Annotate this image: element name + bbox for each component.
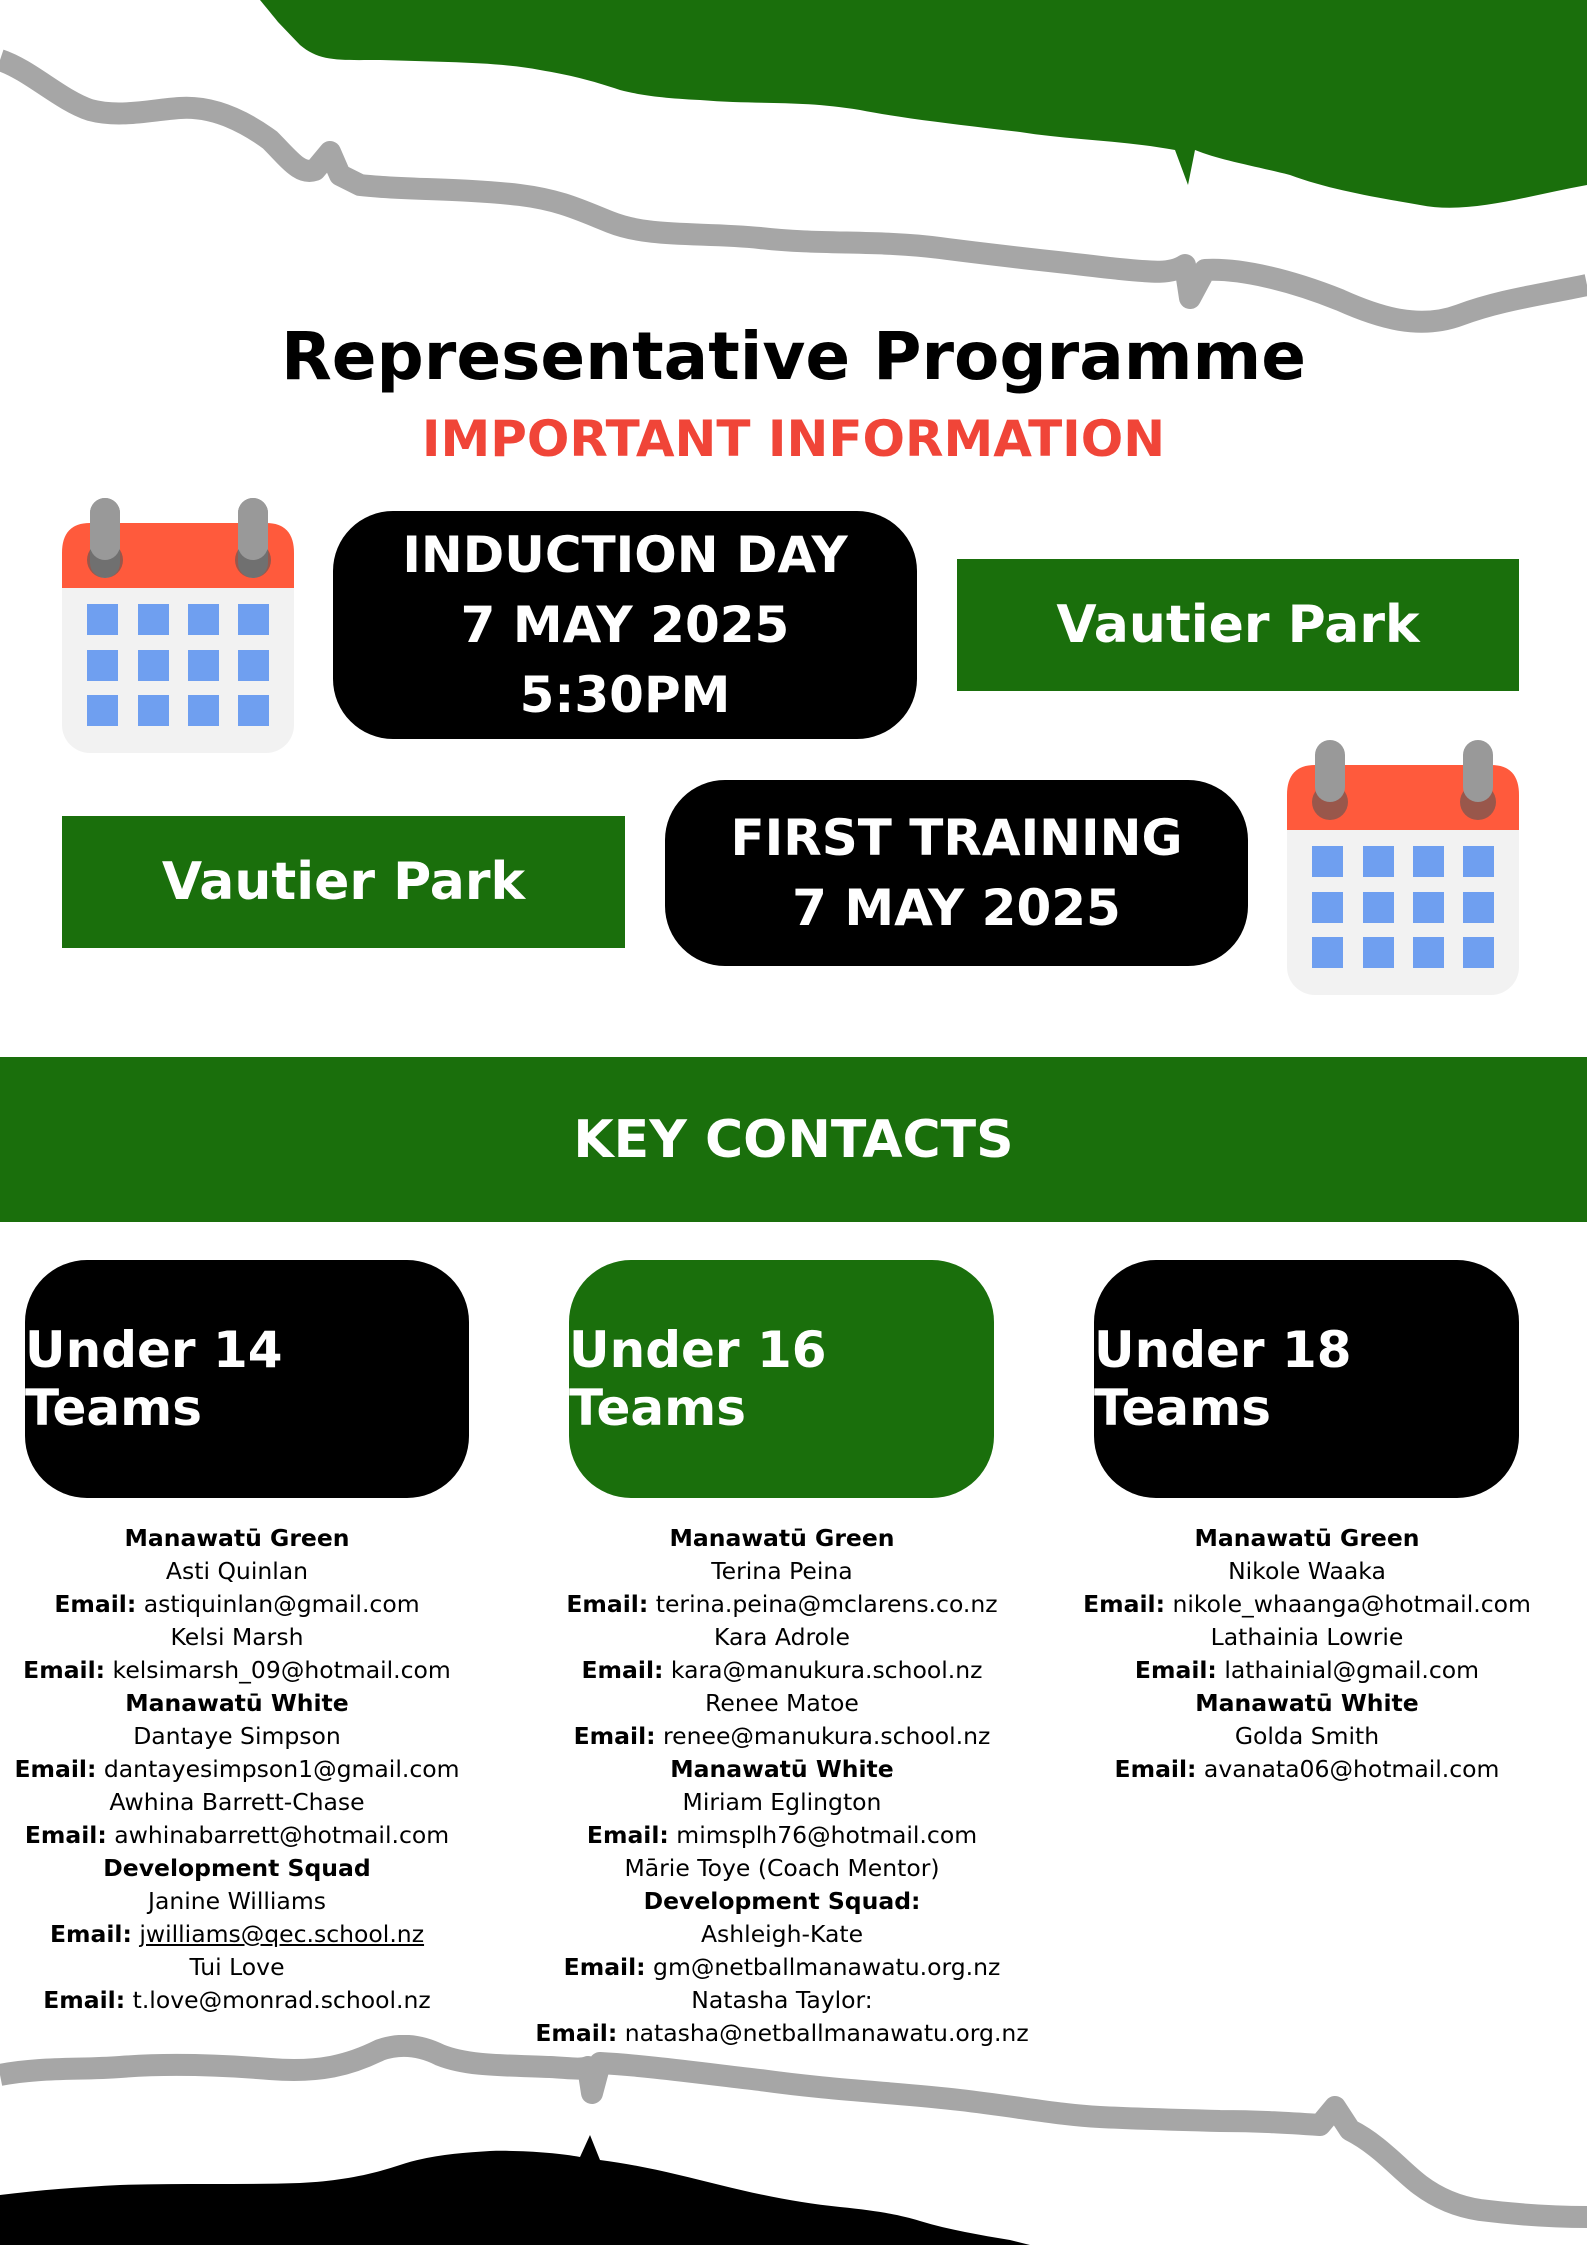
induction-title: INDUCTION DAY — [402, 526, 848, 584]
contact-email-row — [532, 1819, 1032, 1852]
training-venue-box — [62, 816, 625, 948]
induction-date: 7 MAY 2025 — [460, 596, 790, 654]
email-label: Email: — [563, 1953, 646, 1981]
email-label: Email: — [23, 1656, 106, 1684]
contact-email-row — [0, 1753, 474, 1786]
team-under-16-badge — [569, 1260, 994, 1498]
team-under-18-badge — [1094, 1260, 1519, 1498]
contact-name: Ashleigh-Kate — [700, 1920, 864, 1948]
contact-name: Awhina Barrett-Chase — [109, 1788, 365, 1816]
contact-name: Golda Smith — [1234, 1722, 1380, 1750]
contact-name: Kara Adrole — [713, 1623, 851, 1651]
contact-email-row — [1057, 1654, 1557, 1687]
email-label: Email: — [49, 1920, 132, 1948]
email-label: Email: — [1114, 1755, 1197, 1783]
contact-email[interactable]: jwilliams@qec.school.nz — [139, 1920, 425, 1948]
contact-email: terina.peina@mclarens.co.nz — [655, 1590, 998, 1618]
team-under-14-badge — [25, 1260, 469, 1498]
contact-name: Renee Matoe — [705, 1689, 859, 1717]
training-venue: Vautier Park — [161, 852, 526, 912]
contact-email: t.love@monrad.school.nz — [132, 1986, 431, 2014]
induction-time: 5:30PM — [519, 666, 731, 724]
contacts-under-14 — [0, 1522, 474, 2017]
contact-name: Kelsi Marsh — [170, 1623, 304, 1651]
contact-email-row — [532, 1654, 1032, 1687]
induction-day-pill — [333, 511, 917, 739]
contact-name: Natasha Taylor: — [691, 1986, 873, 2014]
contact-email-row — [1057, 1588, 1557, 1621]
email-label: Email: — [586, 1821, 669, 1849]
contact-group-heading: Development Squad: — [643, 1887, 921, 1915]
email-label: Email: — [1083, 1590, 1165, 1618]
contact-group-heading: Manawatū White — [670, 1755, 894, 1783]
contact-email: astiquinlan@gmail.com — [143, 1590, 420, 1618]
contact-email: dantayesimpson1@gmail.com — [103, 1755, 460, 1783]
bottom-black-wave — [0, 2135, 1030, 2245]
contact-email: renee@manukura.school.nz — [663, 1722, 991, 1750]
contact-email-row — [1057, 1753, 1557, 1786]
contact-name: Tui Love — [189, 1953, 285, 1981]
contact-email: kara@manukura.school.nz — [670, 1656, 983, 1684]
contact-name: Terina Peina — [711, 1557, 853, 1585]
team-label: Under 16 Teams — [569, 1321, 827, 1437]
calendar-icon — [62, 498, 294, 753]
contact-email-row — [532, 1720, 1032, 1753]
email-label: Email: — [573, 1722, 656, 1750]
contact-email-row — [532, 1588, 1032, 1621]
top-wave-decoration — [0, 0, 1587, 360]
contact-group-heading: Manawatū Green — [1194, 1524, 1420, 1552]
calendar-icon — [1287, 740, 1519, 995]
training-date: 7 MAY 2025 — [792, 879, 1121, 937]
contact-group-heading: Development Squad — [103, 1854, 371, 1882]
team-label: Under 14 Teams — [25, 1321, 283, 1437]
contact-name: Dantaye Simpson — [133, 1722, 341, 1750]
contact-email: kelsimarsh_09@hotmail.com — [112, 1656, 451, 1684]
contact-email: lathainial@gmail.com — [1224, 1656, 1480, 1684]
key-contacts-heading: KEY CONTACTS — [573, 1109, 1014, 1170]
induction-venue-box — [957, 559, 1519, 691]
email-label: Email: — [54, 1590, 137, 1618]
contact-email-row — [532, 1951, 1032, 1984]
email-label: Email: — [24, 1821, 107, 1849]
email-label: Email: — [566, 1590, 649, 1618]
contact-name: Nikole Waaka — [1228, 1557, 1386, 1585]
key-contacts-banner — [0, 1057, 1587, 1222]
contact-email: nikole_whaanga@hotmail.com — [1172, 1590, 1531, 1618]
contact-email-row — [0, 1819, 474, 1852]
contact-email-row — [0, 1588, 474, 1621]
contact-email-row — [0, 1918, 474, 1951]
email-label: Email: — [43, 1986, 126, 2014]
contact-email: mimsplh76@hotmail.com — [676, 1821, 978, 1849]
contact-name: Lathainia Lowrie — [1210, 1623, 1404, 1651]
email-label: Email: — [581, 1656, 664, 1684]
contact-email: gm@netballmanawatu.org.nz — [653, 1953, 1001, 1981]
contact-group-heading: Manawatū White — [1195, 1689, 1419, 1717]
contact-group-heading: Manawatū Green — [669, 1524, 895, 1552]
first-training-pill — [665, 780, 1248, 966]
team-label: Under 18 Teams — [1094, 1321, 1352, 1437]
top-green-wave — [260, 0, 1587, 208]
page-title: Representative Programme — [280, 318, 1307, 395]
contact-email: avanata06@hotmail.com — [1203, 1755, 1500, 1783]
bottom-wave-decoration — [0, 2035, 1587, 2245]
email-label: Email: — [1134, 1656, 1217, 1684]
contact-name: Janine Williams — [148, 1887, 326, 1915]
contacts-under-18 — [1057, 1522, 1557, 1786]
induction-venue: Vautier Park — [1056, 595, 1420, 655]
contact-name: Asti Quinlan — [165, 1557, 309, 1585]
contact-group-heading: Manawatū Green — [124, 1524, 350, 1552]
contact-name: Mārie Toye (Coach Mentor) — [624, 1854, 940, 1882]
contact-email: awhinabarrett@hotmail.com — [114, 1821, 450, 1849]
contacts-under-16 — [532, 1522, 1032, 2050]
contact-email-row — [0, 1654, 474, 1687]
email-label: Email: — [14, 1755, 97, 1783]
contact-email-row — [0, 1984, 474, 2017]
training-title: FIRST TRAINING — [730, 809, 1183, 867]
email-label: Email: — [535, 2019, 618, 2047]
page-subtitle: IMPORTANT INFORMATION — [421, 410, 1166, 468]
contact-name: Miriam Eglington — [682, 1788, 882, 1816]
contact-group-heading: Manawatū White — [125, 1689, 349, 1717]
contact-email: natasha@netballmanawatu.org.nz — [624, 2019, 1029, 2047]
